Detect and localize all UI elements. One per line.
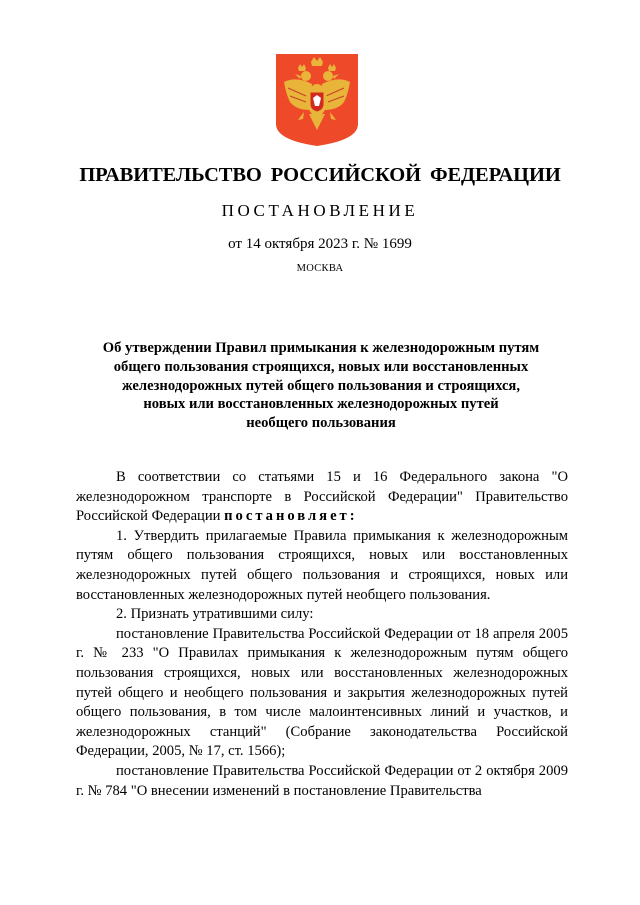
document-body [76,468,568,801]
repealed-act-2: постановление Правительства Российской Федерации от 2 октября 2009 г. № 784 "О внесении изменений в постановление Правительства [76,762,568,799]
item-1-paragraph: 1. Утвердить прилагаемые Правила примыкания к железнодорожным путям общего пользования строящихся, новых или восстановленных железнодорожных путей общего пользования и строящихся, новых или восстановленных железнодорожных путей необщего пользования. [76,527,568,603]
intro-paragraph [76,468,568,527]
government-title: ПРАВИТЕЛЬСТВО РОССИЙСКОЙ ФЕДЕРАЦИИ [79,164,561,186]
intro-text: В соответствии со статьями 15 и 16 Федерального закона "О железнодорожном транспорте в Российской Федерации" Правительство Российской Федерации [76,469,568,525]
document-heading [76,339,566,433]
city-name: МОСКВА [296,263,344,274]
heading-line: общего пользования строящихся, новых или восстановленных [113,358,529,375]
heading-line: новых или восстановленных железнодорожных путей [143,396,499,413]
document-type: ПОСТАНОВЛЕНИЕ [221,201,419,220]
document-date-number: от 14 октября 2023 г. № 1699 [228,236,412,252]
repealed-act-1: постановление Правительства Российской Федерации от 18 апреля 2005 г. № 233 "О Правилах примыкания к железнодорожным путям общего пользования строящихся, новых или восстановленных железнодорожных путей общего и необщего пользования и закрытия железнодорожных путей общего пользования, в том числе малоинтенсивных линий и участков, и железнодорожных станций" (Собрание законодательства Российской Федерации, 2005, № 17, ст. 1566); [76,625,568,760]
decree-word: постановляет: [224,508,358,525]
heading-line: железнодорожных путей общего пользования и строящихся, [122,377,520,394]
heading-line: необщего пользования [246,415,396,432]
item-2-paragraph: 2. Признать утратившими силу: [116,606,314,623]
coat-of-arms-icon [276,54,358,146]
heading-line: Об утверждении Правил примыкания к железнодорожным путям [102,340,540,356]
